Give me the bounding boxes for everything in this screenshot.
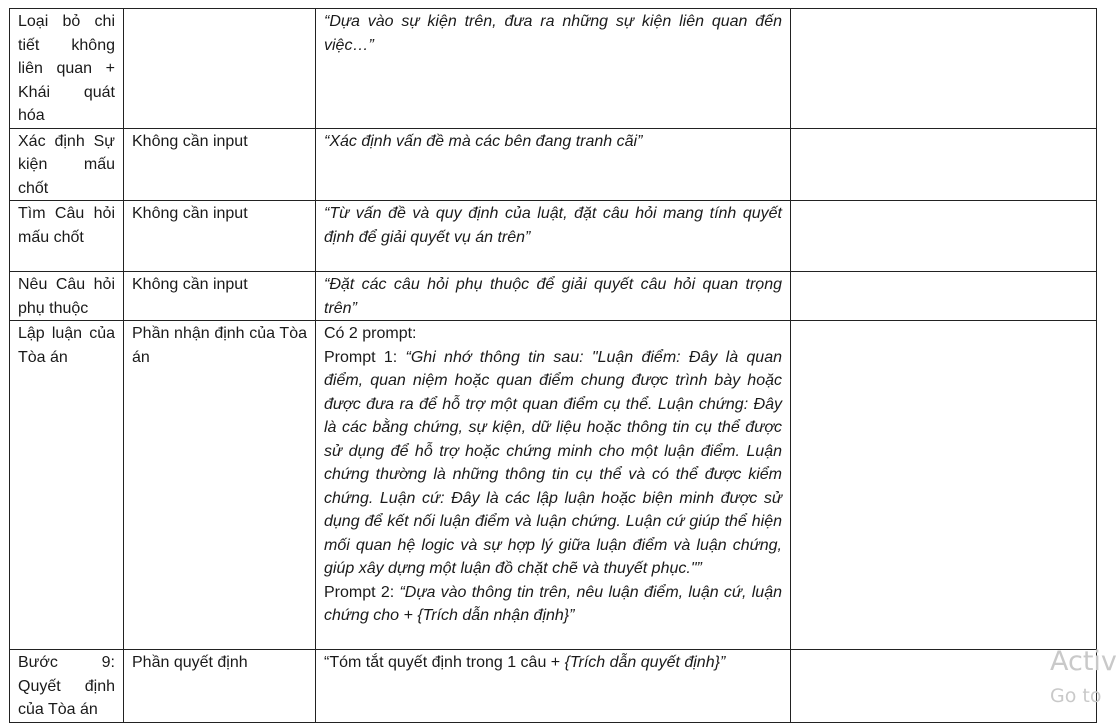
step-cell: Loại bỏ chi tiết không liên quan + Khái quát hóa (10, 9, 124, 129)
note-cell (791, 272, 1097, 321)
step-cell: Lập luận của Tòa án (10, 321, 124, 650)
prompt1-text: “Ghi nhớ thông tin sau: "Luận điểm: Đây là quan điểm, quan niệm hoặc quan điểm chung được trình bày hoặc được đưa ra để hỗ trợ một quan điểm cụ thể. Luận chứng: Đây là các bằng chứng, sự kiện, dữ liệu hoặc thông tin cụ thể được sử dụng để hỗ trợ hoặc chứng minh cho một luận điểm. Luận chứng thường là những thông tin cụ thể và có thể được kiểm chứng. Luận cứ: Đây là các lập luận hoặc biện minh được sử dụng để kết nối luận điểm và luận chứng. Luận cứ giúp thể hiện mối quan hệ logic và sự hợp lý giữa luận điểm và luận chứng, giúp xây dựng một luận đồ chặt chẽ và thuyết phục."” (324, 348, 782, 577)
prompt-cell (316, 321, 791, 650)
prompt-cell (316, 201, 791, 272)
input-cell: Không cần input (124, 201, 316, 272)
note-cell (791, 321, 1097, 650)
table-row (10, 128, 1097, 201)
input-cell: Phần quyết định (124, 650, 316, 723)
input-cell: Phần nhận định của Tòa án (124, 321, 316, 650)
prompt-text: “Đặt các câu hỏi phụ thuộc để giải quyết câu hỏi quan trọng trên” (324, 276, 782, 317)
table-row (10, 650, 1097, 723)
prompt-cell (316, 9, 791, 129)
table-row (10, 9, 1097, 129)
prompt-text: “Xác định vấn đề mà các bên đang tranh cãi” (324, 132, 643, 150)
step-cell: Nêu Câu hỏi phụ thuộc (10, 272, 124, 321)
prompt-text: “Từ vấn đề và quy định của luật, đặt câu hỏi mang tính quyết định để giải quyết vụ án trên” (324, 205, 782, 246)
prompt2-text: “Dựa vào thông tin trên, nêu luận điểm, luận cứ, luận chứng cho + {Trích dẫn nhận định}” (324, 583, 783, 624)
document-table (9, 8, 1097, 723)
prompt-text: “Dựa vào sự kiện trên, đưa ra những sự kiện liên quan đến việc…” (324, 13, 782, 54)
note-cell (791, 128, 1097, 201)
input-cell (124, 9, 316, 129)
table-row (10, 201, 1097, 272)
note-cell (791, 201, 1097, 272)
prompt-text: “Tóm tắt quyết định trong 1 câu + (324, 654, 565, 671)
step-cell: Tìm Câu hỏi mấu chốt (10, 201, 124, 272)
input-cell: Không cần input (124, 128, 316, 201)
prompt-text-tail: {Trích dẫn quyết định}” (564, 654, 726, 671)
prompt-intro: Có 2 prompt: (324, 325, 417, 342)
step-cell: Xác định Sự kiện mấu chốt (10, 128, 124, 201)
table-row (10, 321, 1097, 650)
prompt-cell (316, 128, 791, 201)
prompt1-label: Prompt 1: (324, 348, 406, 366)
goto-settings-watermark: Go to (1050, 685, 1102, 707)
prompt2-label: Prompt 2: (324, 583, 400, 601)
prompt-cell (316, 272, 791, 321)
input-cell: Không cần input (124, 272, 316, 321)
prompt-cell (316, 650, 791, 723)
note-cell (791, 9, 1097, 129)
step-cell: Bước 9: Quyết định của Tòa án (10, 650, 124, 723)
table-row (10, 272, 1097, 321)
activate-windows-watermark: Activ (1050, 646, 1117, 677)
